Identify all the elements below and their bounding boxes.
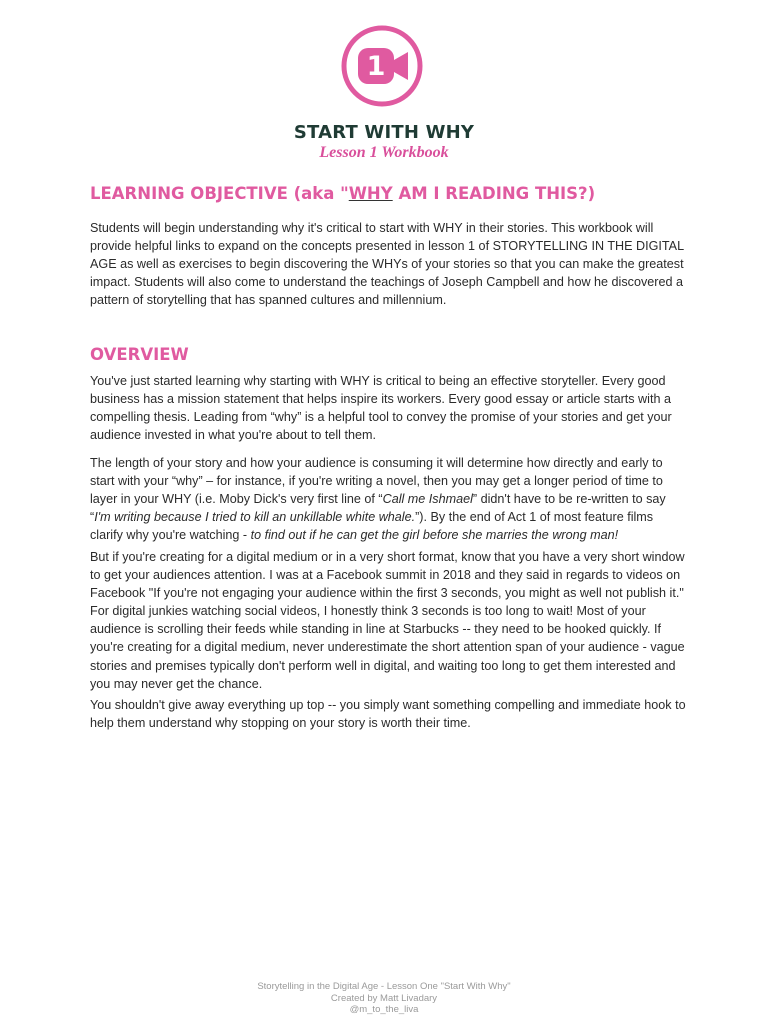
overview-heading: OVERVIEW bbox=[90, 345, 189, 364]
page-footer bbox=[0, 981, 768, 1016]
lesson-one-video-camera-icon bbox=[340, 24, 424, 108]
lesson-number: 1 bbox=[366, 51, 386, 82]
footer-course-line: Storytelling in the Digital Age - Lesson One "Start With Why" bbox=[257, 981, 511, 992]
heading-emphasis-why: WHY bbox=[348, 184, 393, 203]
overview-paragraph-2 bbox=[90, 454, 686, 544]
overview-paragraph-3: But if you're creating for a digital medium or in a very short format, know that you have a very short window to get your audiences attention. I was at a Facebook summit in 2018 and they said in regards to videos on Facebook "If you're not engaging your audience within the first 3 seconds, you might as well not publish it." For digital junkies watching social videos, I honestly think 3 seconds is too long to wait! Most of your audience is scrolling their feeds while standing in line at Starbucks -- they need to be hooked quickly. If you're creating for a digital medium, never underestimate the short attention span of your audience - vague stories and premises typically don't perform well in digital, and waiting too long to get them interested and you may never get the chance. bbox=[90, 550, 685, 691]
p2-quote-girl: to find out if he can get the girl before she marries the wrong man! bbox=[250, 528, 619, 543]
footer-author-line: Created by Matt Livadary bbox=[330, 992, 438, 1004]
p2-quote-ishmael: Call me Ishmael bbox=[382, 492, 473, 507]
p2-text-a: The length of your story and how your audience is consuming it will determine how directly and early to start with your “why” – for instance, if you're writing a novel, then you may get a longer period of time to layer in your WHY (i.e. Moby Dick's very first line of “ bbox=[90, 456, 663, 507]
footer-handle-line: @m_to_the_liva bbox=[349, 1004, 419, 1015]
p2-text-e: ”). By the end of Act 1 of most feature films clarify why you're watching - bbox=[90, 510, 654, 543]
p2-quote-whale: I'm writing because I tried to kill an unkillable white whale. bbox=[94, 510, 416, 525]
overview-paragraph-4: You shouldn't give away everything up top -- you simply want something compelling and immediate hook to help them understand why stopping on your story is worth their time. bbox=[90, 698, 686, 731]
heading-prefix: LEARNING OBJECTIVE (aka " bbox=[90, 184, 349, 203]
overview-paragraph-1: You've just started learning why starting with WHY is critical to being an effective storyteller. Every good business has a mission statement that helps inspire its workers. Every good essay or article starts with a compelling thesis. Leading from “why” is a helpful tool to convey the promise of your stories and get your audience invested in what you're about to tell them. bbox=[90, 374, 672, 443]
heading-suffix: AM I READING THIS?) bbox=[392, 184, 596, 203]
learning-objective-paragraph: Students will begin understanding why it's critical to start with WHY in their stories. This workbook will provide helpful links to expand on the concepts presented in lesson 1 of STORYTELLING IN THE DIGITAL AGE as well as exercises to begin discovering the WHYs of your stories so that you can make the greatest impact. Students will also come to understand the teachings of Joseph Campbell and how he discovered a pattern of storytelling that has spanned cultures and millennium. bbox=[90, 221, 684, 308]
p2-text-c: ” didn't have to be re-written to say “ bbox=[90, 492, 666, 525]
page-title: START WITH WHY bbox=[293, 122, 475, 143]
learning-objective-heading bbox=[90, 184, 595, 203]
page-subtitle: Lesson 1 Workbook bbox=[319, 144, 449, 161]
